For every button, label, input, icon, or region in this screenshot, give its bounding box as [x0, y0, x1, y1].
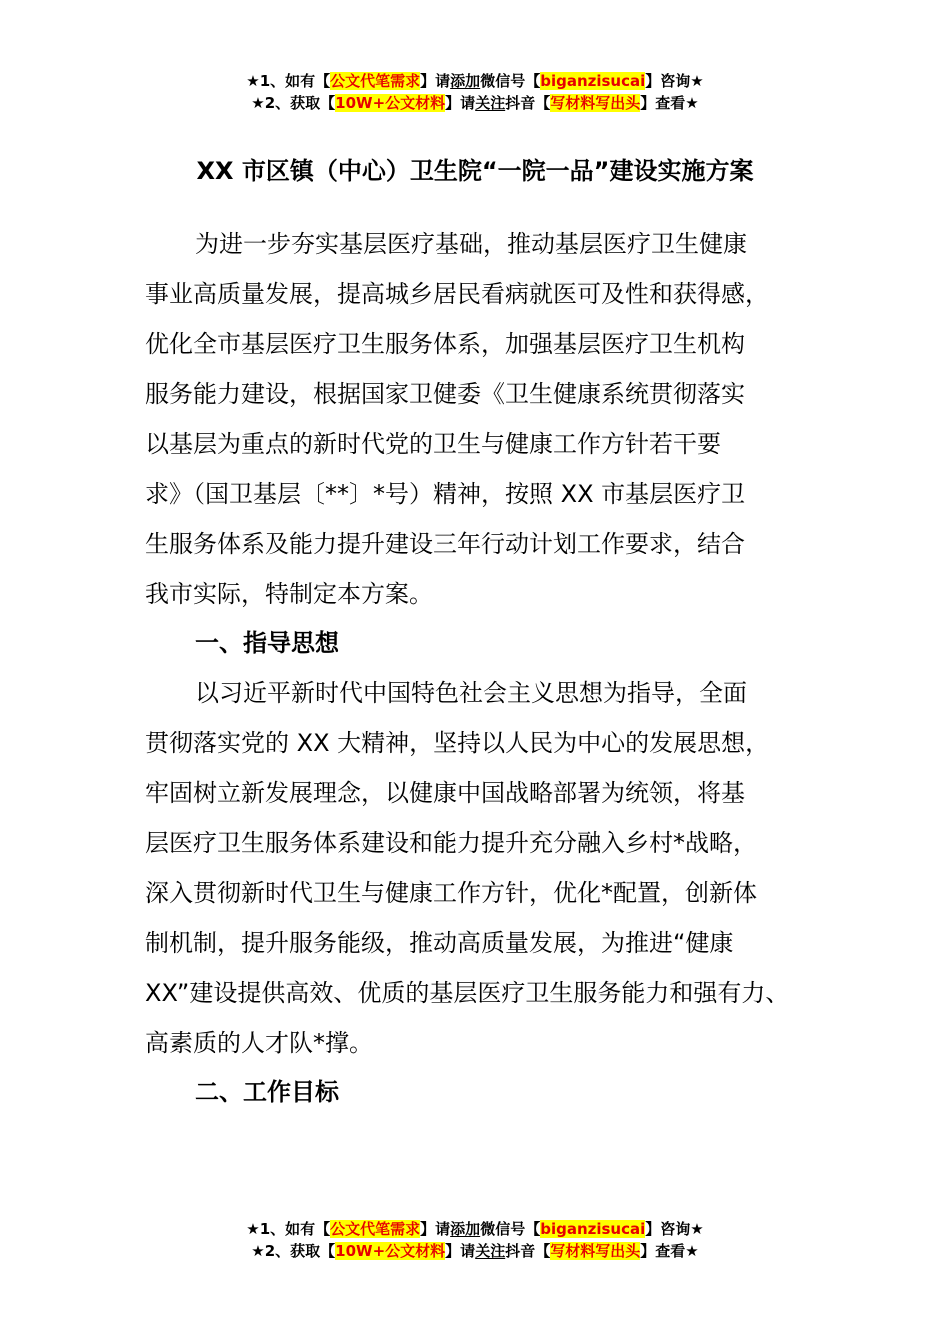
paragraph-line: 深入贯彻新时代卫生与健康工作方针，优化*配置，创新体: [145, 879, 757, 907]
paragraph-line: 牢固树立新发展理念，以健康中国战略部署为统领，将基: [145, 779, 745, 807]
highlight-service: 公文代笔需求: [330, 1220, 421, 1238]
section-heading-guiding-ideology: 一、指导思想: [195, 629, 339, 657]
star-icon: ★: [246, 72, 260, 90]
star-icon: ★: [690, 72, 704, 90]
highlight-wechat-id: biganzisucai: [540, 72, 646, 90]
banner-text: 1、如有【: [259, 1220, 331, 1238]
banner-text: 1、如有【: [259, 72, 331, 90]
star-icon: ★: [246, 1220, 260, 1238]
banner-underlined-text: 添加: [450, 72, 481, 90]
banner-text: 抖音【: [505, 1242, 551, 1260]
top-banner: [0, 70, 950, 114]
banner-text: 】请: [420, 1220, 451, 1238]
banner-line-2: [0, 1240, 950, 1262]
banner-text: 抖音【: [505, 94, 551, 112]
star-icon: ★: [251, 1242, 265, 1260]
banner-text: 2、获取【: [264, 1242, 336, 1260]
paragraph-line: 为进一步夯实基层医疗基础，推动基层医疗卫生健康: [195, 230, 747, 258]
document-title: XX 市区镇（中心）卫生院“一院一品”建设实施方案: [196, 157, 754, 185]
star-icon: ★: [251, 94, 265, 112]
banner-text: 微信号【: [480, 1220, 541, 1238]
banner-line-2: [0, 92, 950, 114]
banner-text: 微信号【: [480, 72, 541, 90]
highlight-douyin-account: 写材料写出头: [550, 94, 641, 112]
banner-line-1: [0, 70, 950, 92]
paragraph-line: 服务能力建设，根据国家卫健委《卫生健康系统贯彻落实: [145, 380, 745, 408]
intro-paragraph: [145, 219, 825, 619]
banner-text: 】咨询: [645, 72, 691, 90]
banner-text: 】请: [445, 1242, 476, 1260]
paragraph-line: 优化全市基层医疗卫生服务体系，加强基层医疗卫生机构: [145, 330, 745, 358]
section-heading-work-goals: 二、工作目标: [195, 1078, 339, 1106]
banner-text: 】查看: [640, 94, 686, 112]
banner-underlined-text: 关注: [475, 94, 506, 112]
banner-underlined-text: 添加: [450, 1220, 481, 1238]
star-icon: ★: [690, 1220, 704, 1238]
paragraph-line: XX”建设提供高效、优质的基层医疗卫生服务能力和强有力、: [145, 979, 790, 1007]
paragraph-line: 事业高质量发展，提高城乡居民看病就医可及性和获得感，: [145, 280, 769, 308]
star-icon: ★: [685, 94, 699, 112]
banner-text: 2、获取【: [264, 94, 336, 112]
highlight-douyin-account: 写材料写出头: [550, 1242, 641, 1260]
banner-line-1: [0, 1218, 950, 1240]
paragraph-line: 以基层为重点的新时代党的卫生与健康工作方针若干要: [145, 430, 721, 458]
banner-text: 】请: [445, 94, 476, 112]
paragraph-line: 高素质的人才队*撑。: [145, 1029, 373, 1057]
banner-underlined-text: 关注: [475, 1242, 506, 1260]
highlight-materials: 10W+公文材料: [335, 1242, 446, 1260]
highlight-service: 公文代笔需求: [330, 72, 421, 90]
paragraph-line: 我市实际，特制定本方案。: [145, 580, 433, 608]
paragraph-line: 层医疗卫生服务体系建设和能力提升充分融入乡村*战略，: [145, 829, 757, 857]
banner-text: 】查看: [640, 1242, 686, 1260]
paragraph-line: 制机制，提升服务能级，推动高质量发展，为推进“健康: [145, 929, 734, 957]
highlight-wechat-id: biganzisucai: [540, 1220, 646, 1238]
paragraph-line: 求》（国卫基层〔**〕*号）精神，按照 XX 市基层医疗卫: [145, 480, 746, 508]
banner-text: 】请: [420, 72, 451, 90]
banner-text: 】咨询: [645, 1220, 691, 1238]
section1-paragraph: [145, 668, 825, 1068]
highlight-materials: 10W+公文材料: [335, 94, 446, 112]
paragraph-line: 贯彻落实党的 XX 大精神，坚持以人民为中心的发展思想，: [145, 729, 770, 757]
paragraph-line: 生服务体系及能力提升建设三年行动计划工作要求，结合: [145, 530, 745, 558]
bottom-banner: [0, 1218, 950, 1262]
star-icon: ★: [685, 1242, 699, 1260]
paragraph-line: 以习近平新时代中国特色社会主义思想为指导，全面: [195, 679, 747, 707]
